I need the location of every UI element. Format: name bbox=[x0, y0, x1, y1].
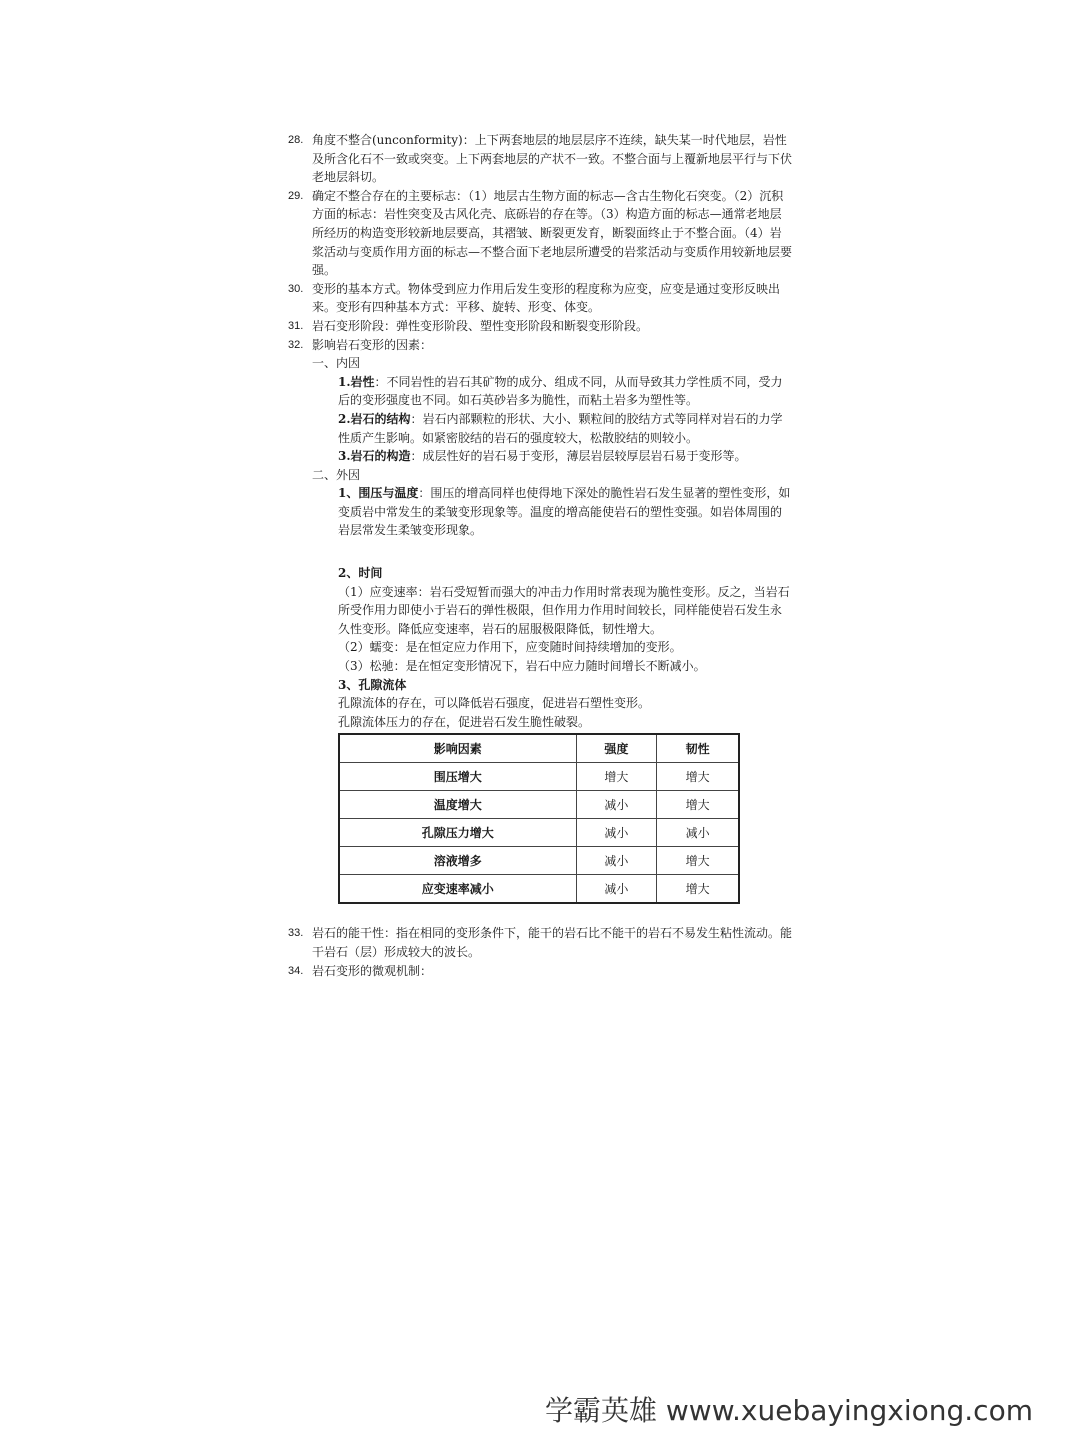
table-cell: 减小 bbox=[576, 791, 657, 819]
table-row bbox=[339, 847, 739, 875]
factor-text: ：岩石内部颗粒的形状、大小、颗粒间的胶结方式等同样对岩石的力学性质产生影响。如紧密胶结的岩石的强度较大，松散胶结的则较小。 bbox=[338, 411, 783, 445]
item-29 bbox=[288, 187, 793, 280]
item-text: 变形的基本方式。物体受到应力作用后发生变形的程度称为应变，应变是通过变形反映出来。变形有四种基本方式：平移、旋转、形变、体变。 bbox=[312, 281, 781, 315]
factor-label: 1.岩性 bbox=[338, 374, 375, 389]
table-cell: 增大 bbox=[657, 847, 739, 875]
item-text: 岩石变形阶段：弹性变形阶段、塑性变形阶段和断裂变形阶段。 bbox=[312, 318, 649, 333]
table-cell: 减小 bbox=[576, 819, 657, 847]
factor-pore-fluid-heading: 3、孔隙流体 bbox=[338, 677, 407, 692]
pore-fluid-text-1: 孔隙流体的存在，可以降低岩石强度，促进岩石塑性变形。 bbox=[338, 696, 651, 711]
table-header-row bbox=[339, 734, 739, 763]
table-cell: 增大 bbox=[657, 791, 739, 819]
table-cell: 减小 bbox=[576, 875, 657, 904]
table-cell: 应变速率减小 bbox=[339, 875, 576, 904]
item-number: 33. bbox=[288, 927, 304, 940]
item-32 bbox=[288, 336, 793, 355]
factors-table bbox=[338, 733, 740, 904]
table-header-cell: 影响因素 bbox=[339, 734, 576, 763]
factor-structure bbox=[288, 447, 793, 466]
table-row bbox=[339, 875, 739, 904]
table-cell: 溶液增多 bbox=[339, 847, 576, 875]
document-page bbox=[288, 131, 793, 980]
external-factors-heading: 二、外因 bbox=[312, 467, 361, 482]
table-row bbox=[339, 819, 739, 847]
factor-text: ：不同岩性的岩石其矿物的成分、组成不同，从而导致其力学性质不同，受力后的变形强度也不同。如石英砂岩多为脆性，而粘土岩多为塑性等。 bbox=[338, 374, 783, 408]
factor-texture bbox=[288, 410, 793, 447]
table-cell: 孔隙压力增大 bbox=[339, 819, 576, 847]
item-31 bbox=[288, 317, 793, 336]
time-strain-rate: （1）应变速率：岩石受短暂而强大的冲击力作用时常表现为脆性变形。反之，当岩石所受作用力即使小于岩石的弹性极限，但作用力作用时间较长，同样能使岩石发生永久性变形。降低应变速率，岩石的屈服极限降低，韧性增大。 bbox=[338, 584, 790, 636]
item-33 bbox=[288, 924, 793, 961]
item-30 bbox=[288, 280, 793, 317]
item-number: 30. bbox=[288, 282, 304, 295]
table-cell: 增大 bbox=[576, 763, 657, 791]
time-creep: （2）蠕变：是在恒定应力作用下，应变随时间持续增加的变形。 bbox=[338, 640, 682, 655]
table-row bbox=[339, 791, 739, 819]
item-number: 34. bbox=[288, 964, 304, 977]
factor-text: ：围压的增高同样也使得地下深处的脆性岩石发生显著的塑性变形，如变质岩中常发生的柔皱变形现象等。温度的增高能使岩石的塑性变强。如岩体周围的岩层常发生柔皱变形现象。 bbox=[338, 486, 791, 538]
table-cell: 减小 bbox=[576, 847, 657, 875]
item-28 bbox=[288, 131, 793, 187]
table-cell: 温度增大 bbox=[339, 791, 576, 819]
item-text: 岩石的能干性：指在相同的变形条件下，能干的岩石比不能干的岩石不易发生粘性流动。能干岩石（层）形成较大的波长。 bbox=[312, 926, 793, 959]
item-text: 岩石变形的微观机制： bbox=[312, 963, 433, 978]
factor-text: ：成层性好的岩石易于变形，薄层岩层较厚层岩石易于变形等。 bbox=[410, 449, 747, 464]
item-number: 28. bbox=[288, 134, 304, 146]
factor-label: 2.岩石的结构 bbox=[338, 411, 411, 426]
table-cell: 围压增大 bbox=[339, 763, 576, 791]
spacer bbox=[288, 540, 793, 564]
pore-fluid-text-2: 孔隙流体压力的存在，促进岩石发生脆性破裂。 bbox=[338, 714, 591, 729]
item-text: 角度不整合(unconformity)：上下两套地层的地层层序不连续，缺失某一时代地层，岩性及所含化石不一致或突变。上下两套地层的产状不一致。不整合面与上覆新地层平行与下伏老地层斜切。 bbox=[312, 133, 793, 185]
factor-pressure-temperature bbox=[288, 484, 793, 540]
internal-factors-heading: 一、内因 bbox=[312, 356, 361, 371]
table-cell: 增大 bbox=[657, 763, 739, 791]
table-header-cell: 强度 bbox=[576, 734, 657, 763]
item-number: 32. bbox=[288, 338, 304, 351]
item-34 bbox=[288, 962, 793, 981]
item-number: 29. bbox=[288, 189, 304, 202]
table-cell: 增大 bbox=[657, 875, 739, 904]
table-row bbox=[339, 763, 739, 791]
factor-lithology bbox=[288, 373, 793, 410]
table-cell: 减小 bbox=[657, 819, 739, 847]
item-number: 31. bbox=[288, 319, 304, 332]
time-relaxation: （3）松驰：是在恒定变形情况下，岩石中应力随时间增长不断减小。 bbox=[338, 659, 706, 674]
table-header-cell: 韧性 bbox=[657, 734, 739, 763]
factor-time-heading: 2、时间 bbox=[338, 566, 383, 581]
factor-label: 1、围压与温度 bbox=[338, 486, 419, 501]
factor-label: 3.岩石的构造 bbox=[338, 449, 411, 464]
site-watermark: 学霸英雄 www.xuebayingxiong.com bbox=[545, 1394, 1033, 1427]
item-text: 确定不整合存在的主要标志：（1）地层古生物方面的标志—含古生物化石突变。（2）沉积方面的标志：岩性突变及古风化壳、底砾岩的存在等。（3）构造方面的标志—通常老地层所经历的构造变形较新地层要高，其褶皱、断裂更发育，断裂面终止于不整合面。（4）岩浆活动与变质作用方面的标志—不整合面下老地层所遭受的岩浆活动与变质作用较新地层要强。 bbox=[312, 188, 793, 278]
item-text: 影响岩石变形的因素： bbox=[312, 337, 433, 352]
